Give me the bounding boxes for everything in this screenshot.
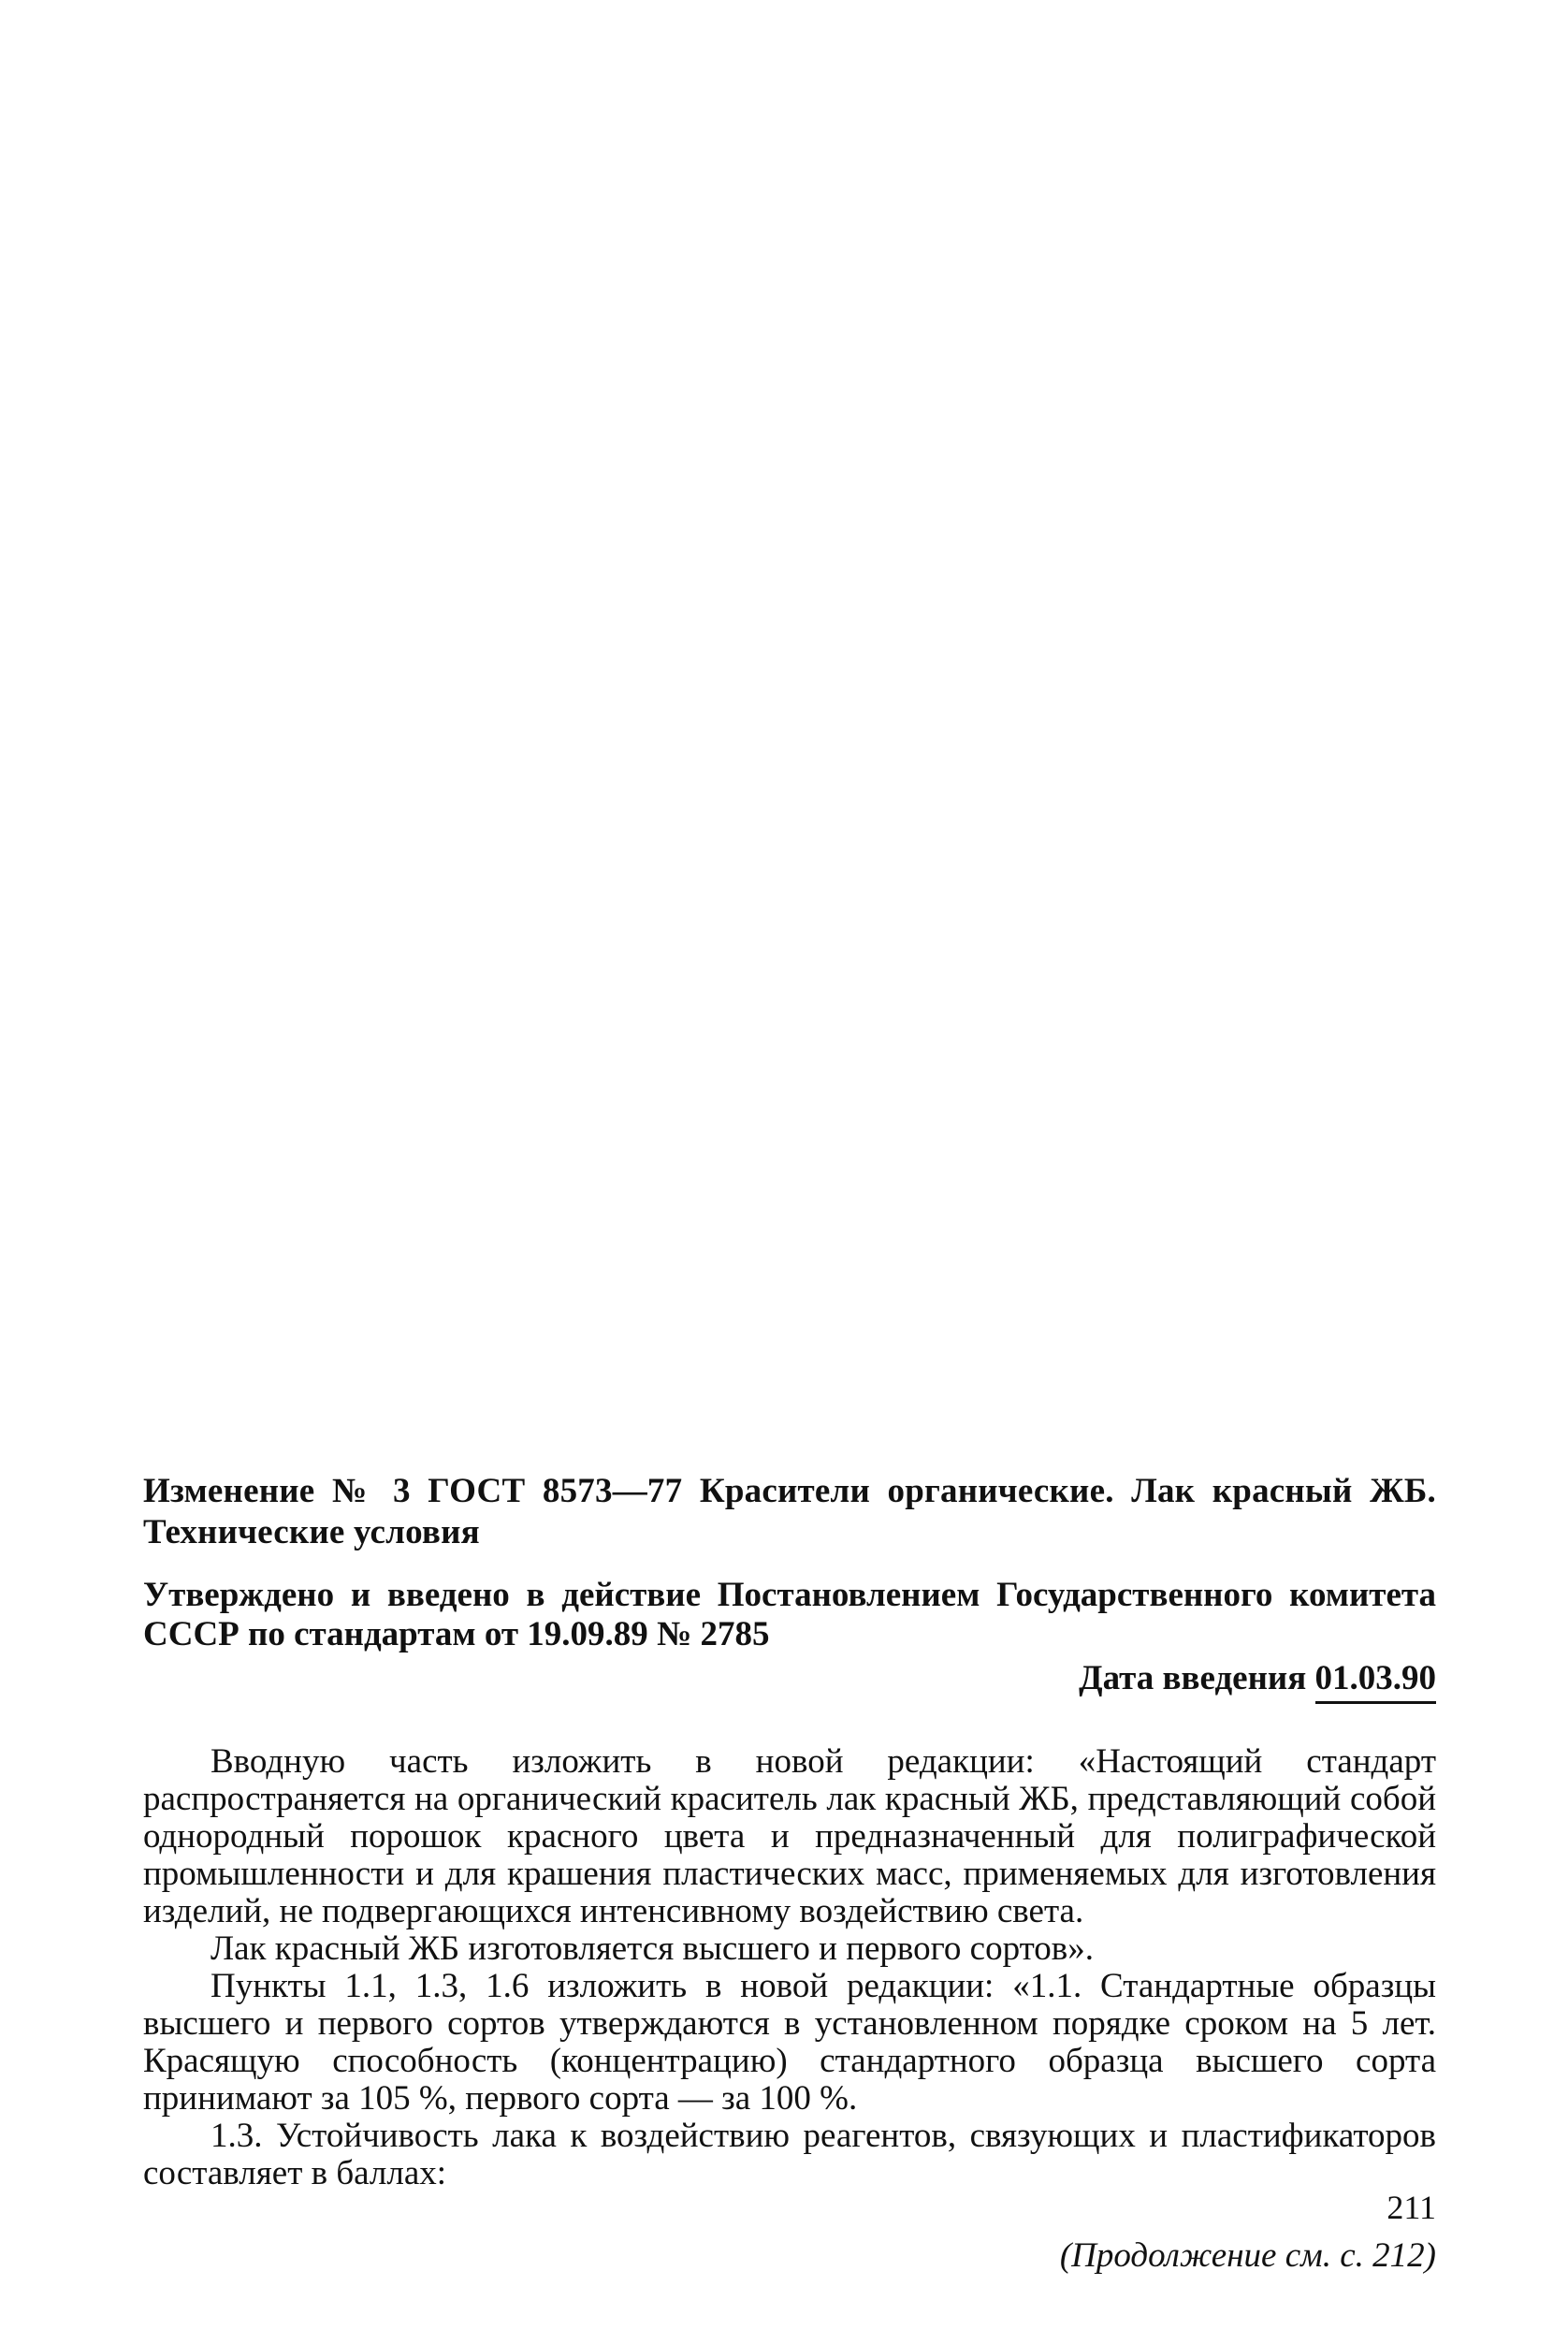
effective-date-line xyxy=(143,1658,1436,1704)
approval-statement: Утверждено и введено в действие Постановлением Государственного комитета СССР по стандартам от 19.09.89 № 2785 xyxy=(143,1576,1436,1653)
body-paragraph-points: Пункты 1.1, 1.3, 1.6 изложить в новой редакции: «1.1. Стандартные образцы высшего и первого сортов утверждаются в установленном порядке сроком на 5 лет. Красящую способность (концентрацию) стандартного образца высшего сорта принимают за 105 %, первого сорта — за 100 %. xyxy=(143,1967,1436,2118)
body-paragraph-grades: Лак красный ЖБ изготовляется высшего и первого сортов». xyxy=(211,1929,1094,1968)
effective-date-value: 01.03.90 xyxy=(1315,1658,1437,1704)
continuation-note: (Продолжение см. с. 212) xyxy=(1059,2236,1436,2275)
page-number: 211 xyxy=(1387,2189,1436,2226)
body-paragraph-resistance: 1.3. Устойчивость лака к воздействию реагентов, связующих и пластификаторов составляет в баллах: xyxy=(143,2117,1436,2192)
amendment-title: Изменение № 3 ГОСТ 8573—77 Красители органические. Лак красный ЖБ. Технические условия xyxy=(143,1472,1436,1551)
document-content xyxy=(143,1471,1436,2277)
body-paragraph-intro: Вводную часть изложить в новой редакции: «Настоящий стандарт распространяется на органический краситель лак красный ЖБ, представляющий собой однородный порошок красного цвета и предназначенный для полиграфической промышленности и для крашения пластических масс, применяемых для изготовления изделий, не подвергающихся интенсивному воздействию света. xyxy=(143,1742,1436,1930)
effective-date-label: Дата введения xyxy=(1079,1659,1307,1697)
document-body xyxy=(143,1743,1436,2192)
